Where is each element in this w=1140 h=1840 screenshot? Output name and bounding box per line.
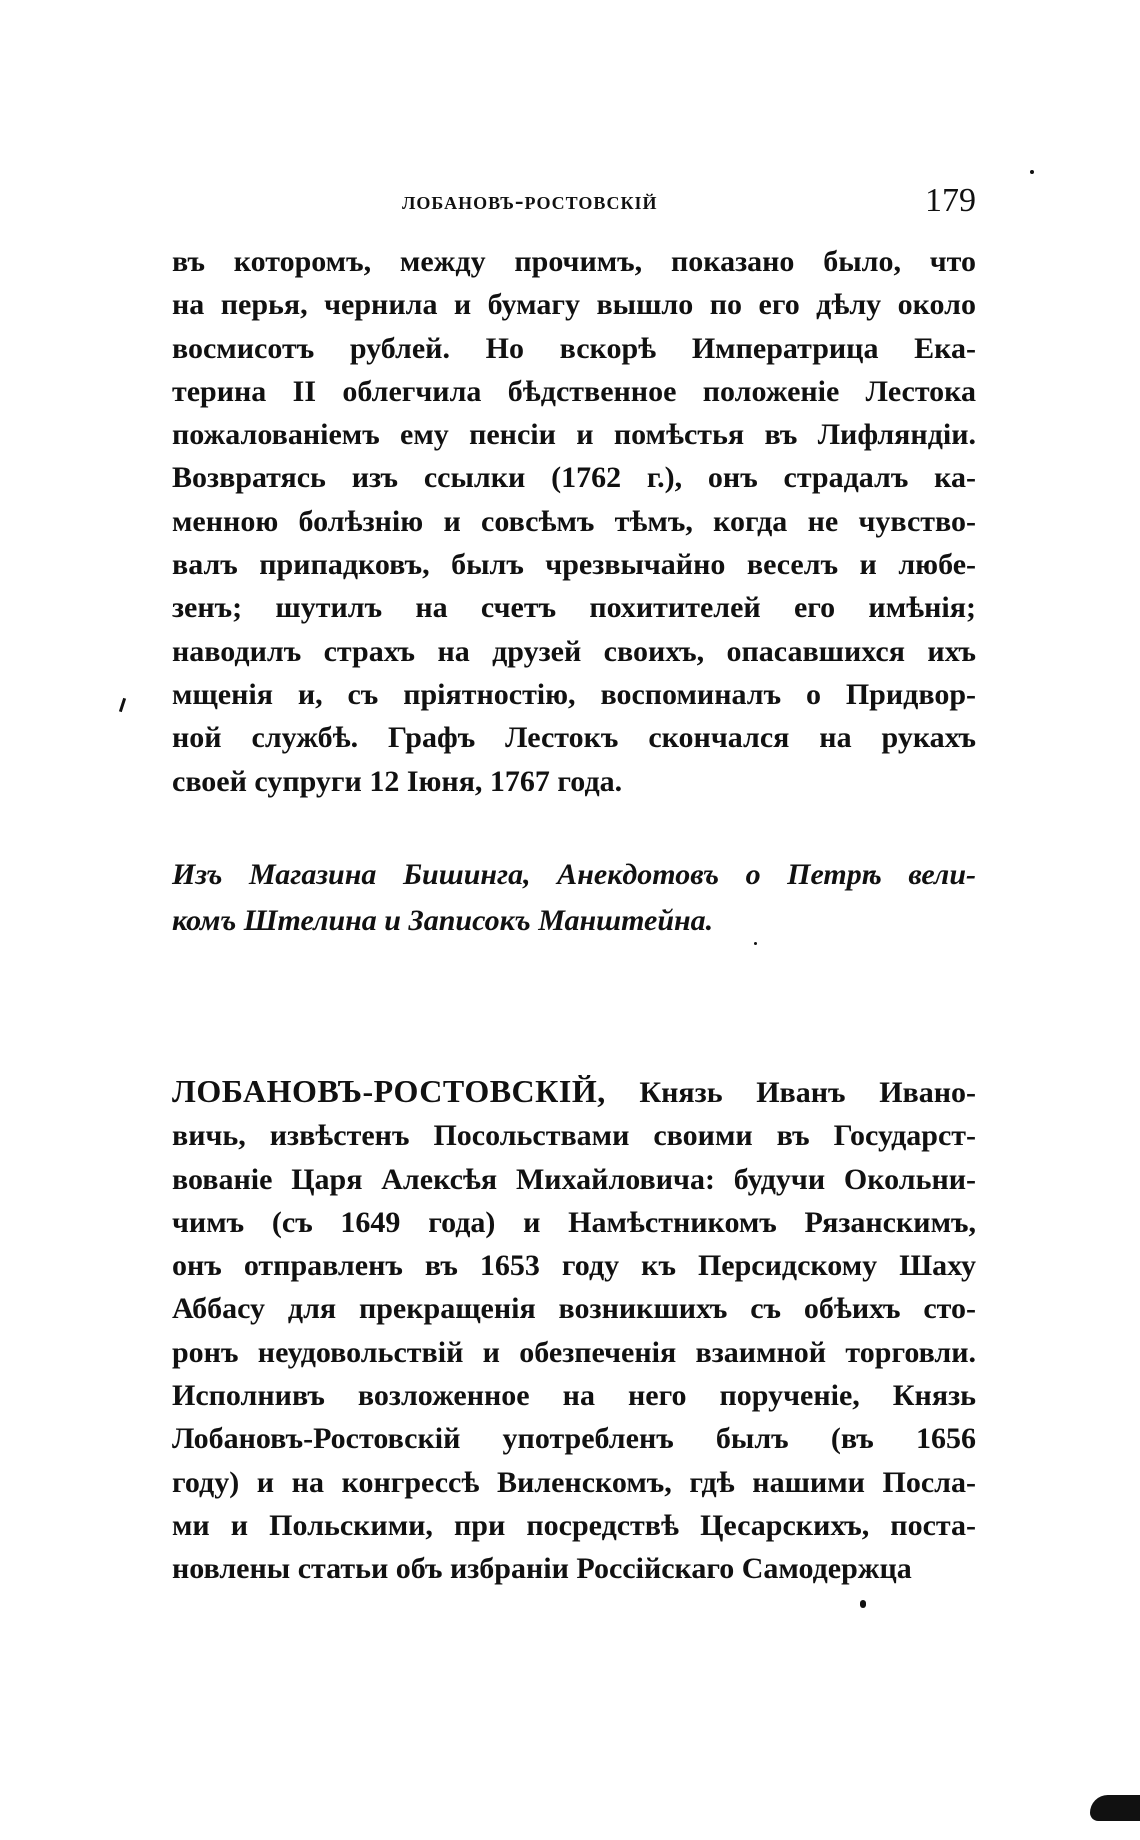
text-line: Аббасу для прекращенія возникшихъ съ обѣихъ сто-: [172, 1292, 976, 1326]
biographical-entry: [172, 1070, 976, 1591]
text-line: зенъ; шутилъ на счетъ похитителей его имѣнія;: [172, 591, 976, 625]
text-line: восмисотъ рублей. Но вскорѣ Императрица Ека-: [172, 331, 976, 365]
entry-name: ЛОБАНОВЪ-РОСТОВСКІЙ,: [172, 1073, 606, 1109]
ink-speck: [1030, 170, 1034, 174]
entry-first-line: [172, 1070, 976, 1114]
continuation-paragraph: [172, 240, 976, 803]
source-line: Изъ Магазина Бишинга, Анекдотовъ о Петрѣ вели-: [172, 858, 976, 891]
running-head: лобановъ-ростовскій: [402, 186, 658, 215]
text-line: вованіе Царя Алексѣя Михайловича: будучи Окольни-: [172, 1162, 976, 1196]
ink-speck: [754, 942, 757, 945]
text-line: терина II облегчила бѣдственное положеніе Лестока: [172, 374, 976, 408]
text-line: онъ отправленъ въ 1653 году къ Персидскому Шаху: [172, 1249, 976, 1283]
page-header: [172, 182, 976, 226]
ink-speck: [860, 1600, 866, 1608]
scan-edge-shadow: [1090, 1795, 1140, 1821]
text-line: валъ припадковъ, былъ чрезвычайно веселъ и любе-: [172, 548, 976, 582]
text-line: ми и Польскими, при посредствѣ Цесарскихъ, поста-: [172, 1508, 976, 1542]
text-line: Исполнивъ возложенное на него порученіе, Князь: [172, 1379, 976, 1413]
text-line: на перья, чернила и бумагу вышло по его дѣлу около: [172, 288, 976, 322]
text-line: году) и на конгрессѣ Виленскомъ, гдѣ нашими Посла-: [172, 1465, 976, 1499]
text-line: вичь, извѣстенъ Посольствами своими въ Государст-: [172, 1119, 976, 1153]
text-line: наводилъ страхъ на друзей своихъ, опасавшихся ихъ: [172, 634, 976, 668]
text-line: въ которомъ, между прочимъ, показано было, что: [172, 245, 976, 278]
text-line: мщенія и, съ пріятностію, воспоминалъ о Придвор-: [172, 677, 976, 711]
text-line: менною болѣзнію и совсѣмъ тѣмъ, когда не чувство-: [172, 504, 976, 538]
source-note: [172, 852, 976, 944]
text-line: Возвратясь изъ ссылки (1762 г.), онъ страдалъ ка-: [172, 461, 976, 495]
text-line: своей супруги 12 Іюня, 1767 года.: [172, 764, 623, 798]
page-number: 179: [925, 182, 976, 219]
text-line: новлены статьи объ избраніи Россійскаго Самодержца: [172, 1552, 912, 1586]
text-line: ной службѣ. Графъ Лестокъ скончался на рукахъ: [172, 721, 976, 755]
text-line: пожалованіемъ ему пенсіи и помѣстья въ Лифляндіи.: [172, 418, 976, 452]
text-line: ронъ неудовольствій и обезпеченія взаимной торговли.: [172, 1335, 976, 1369]
entry-first-line-text: Князь Иванъ Ивано-: [639, 1076, 977, 1109]
text-line: Лобановъ-Ростовскій употребленъ былъ (въ 1656: [172, 1422, 976, 1456]
margin-mark: [119, 698, 126, 712]
text-line: чимъ (съ 1649 года) и Намѣстникомъ Рязанскимъ,: [172, 1205, 976, 1239]
source-line: комъ Штелина и Записокъ Манштейна.: [172, 904, 714, 937]
